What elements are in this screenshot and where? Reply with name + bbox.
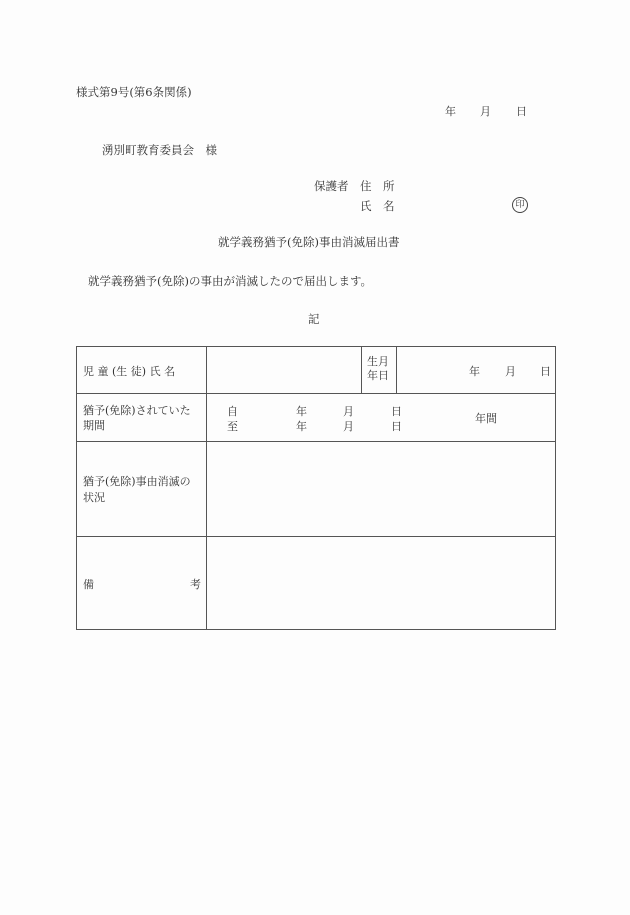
birth-year: 年 bbox=[469, 365, 480, 378]
row-divider bbox=[77, 393, 555, 394]
document-title: 就学義務猶予(免除)事由消滅届出書 bbox=[218, 235, 400, 249]
statement: 就学義務猶予(免除)の事由が消滅したので届出します。 bbox=[88, 274, 373, 288]
birth-label-divider-right bbox=[396, 347, 397, 393]
seal-icon: 印 bbox=[512, 197, 528, 213]
reason-status-field[interactable] bbox=[207, 442, 555, 535]
from-label: 自 bbox=[227, 405, 238, 418]
form-table bbox=[76, 346, 556, 630]
from-day: 日 bbox=[391, 405, 402, 418]
to-year: 年 bbox=[296, 420, 307, 433]
date-month: 月 bbox=[480, 105, 491, 118]
name-label: 氏 名 bbox=[360, 199, 395, 213]
applicant-role-label: 保護者 bbox=[314, 179, 349, 193]
child-name-label: 児 童 (生 徒) 氏 名 bbox=[83, 365, 176, 378]
birth-date-label: 生月 年日 bbox=[367, 355, 389, 382]
ki-label: 記 bbox=[308, 312, 320, 326]
remarks-field[interactable] bbox=[207, 537, 555, 629]
to-month: 月 bbox=[343, 420, 354, 433]
period-label: 猶予(免除)されていた 期間 bbox=[83, 404, 191, 432]
birth-month: 月 bbox=[505, 365, 516, 378]
reason-status-label: 猶予(免除)事由消滅の 状況 bbox=[83, 475, 191, 504]
birth-label-divider-left bbox=[361, 347, 362, 393]
form-number: 様式第9号(第6条関係) bbox=[76, 85, 192, 99]
remarks-label-right: 考 bbox=[190, 578, 201, 591]
from-year: 年 bbox=[296, 405, 307, 418]
addressee: 湧別町教育委員会 様 bbox=[102, 143, 217, 157]
date-year: 年 bbox=[445, 105, 456, 118]
duration-label: 年間 bbox=[475, 412, 497, 425]
to-day: 日 bbox=[391, 420, 402, 433]
address-label: 住 所 bbox=[360, 179, 395, 193]
to-label: 至 bbox=[227, 420, 238, 433]
date-day: 日 bbox=[516, 105, 527, 118]
from-month: 月 bbox=[343, 405, 354, 418]
remarks-label-left: 備 bbox=[83, 578, 94, 591]
birth-day: 日 bbox=[540, 365, 551, 378]
child-name-field[interactable] bbox=[207, 348, 360, 392]
